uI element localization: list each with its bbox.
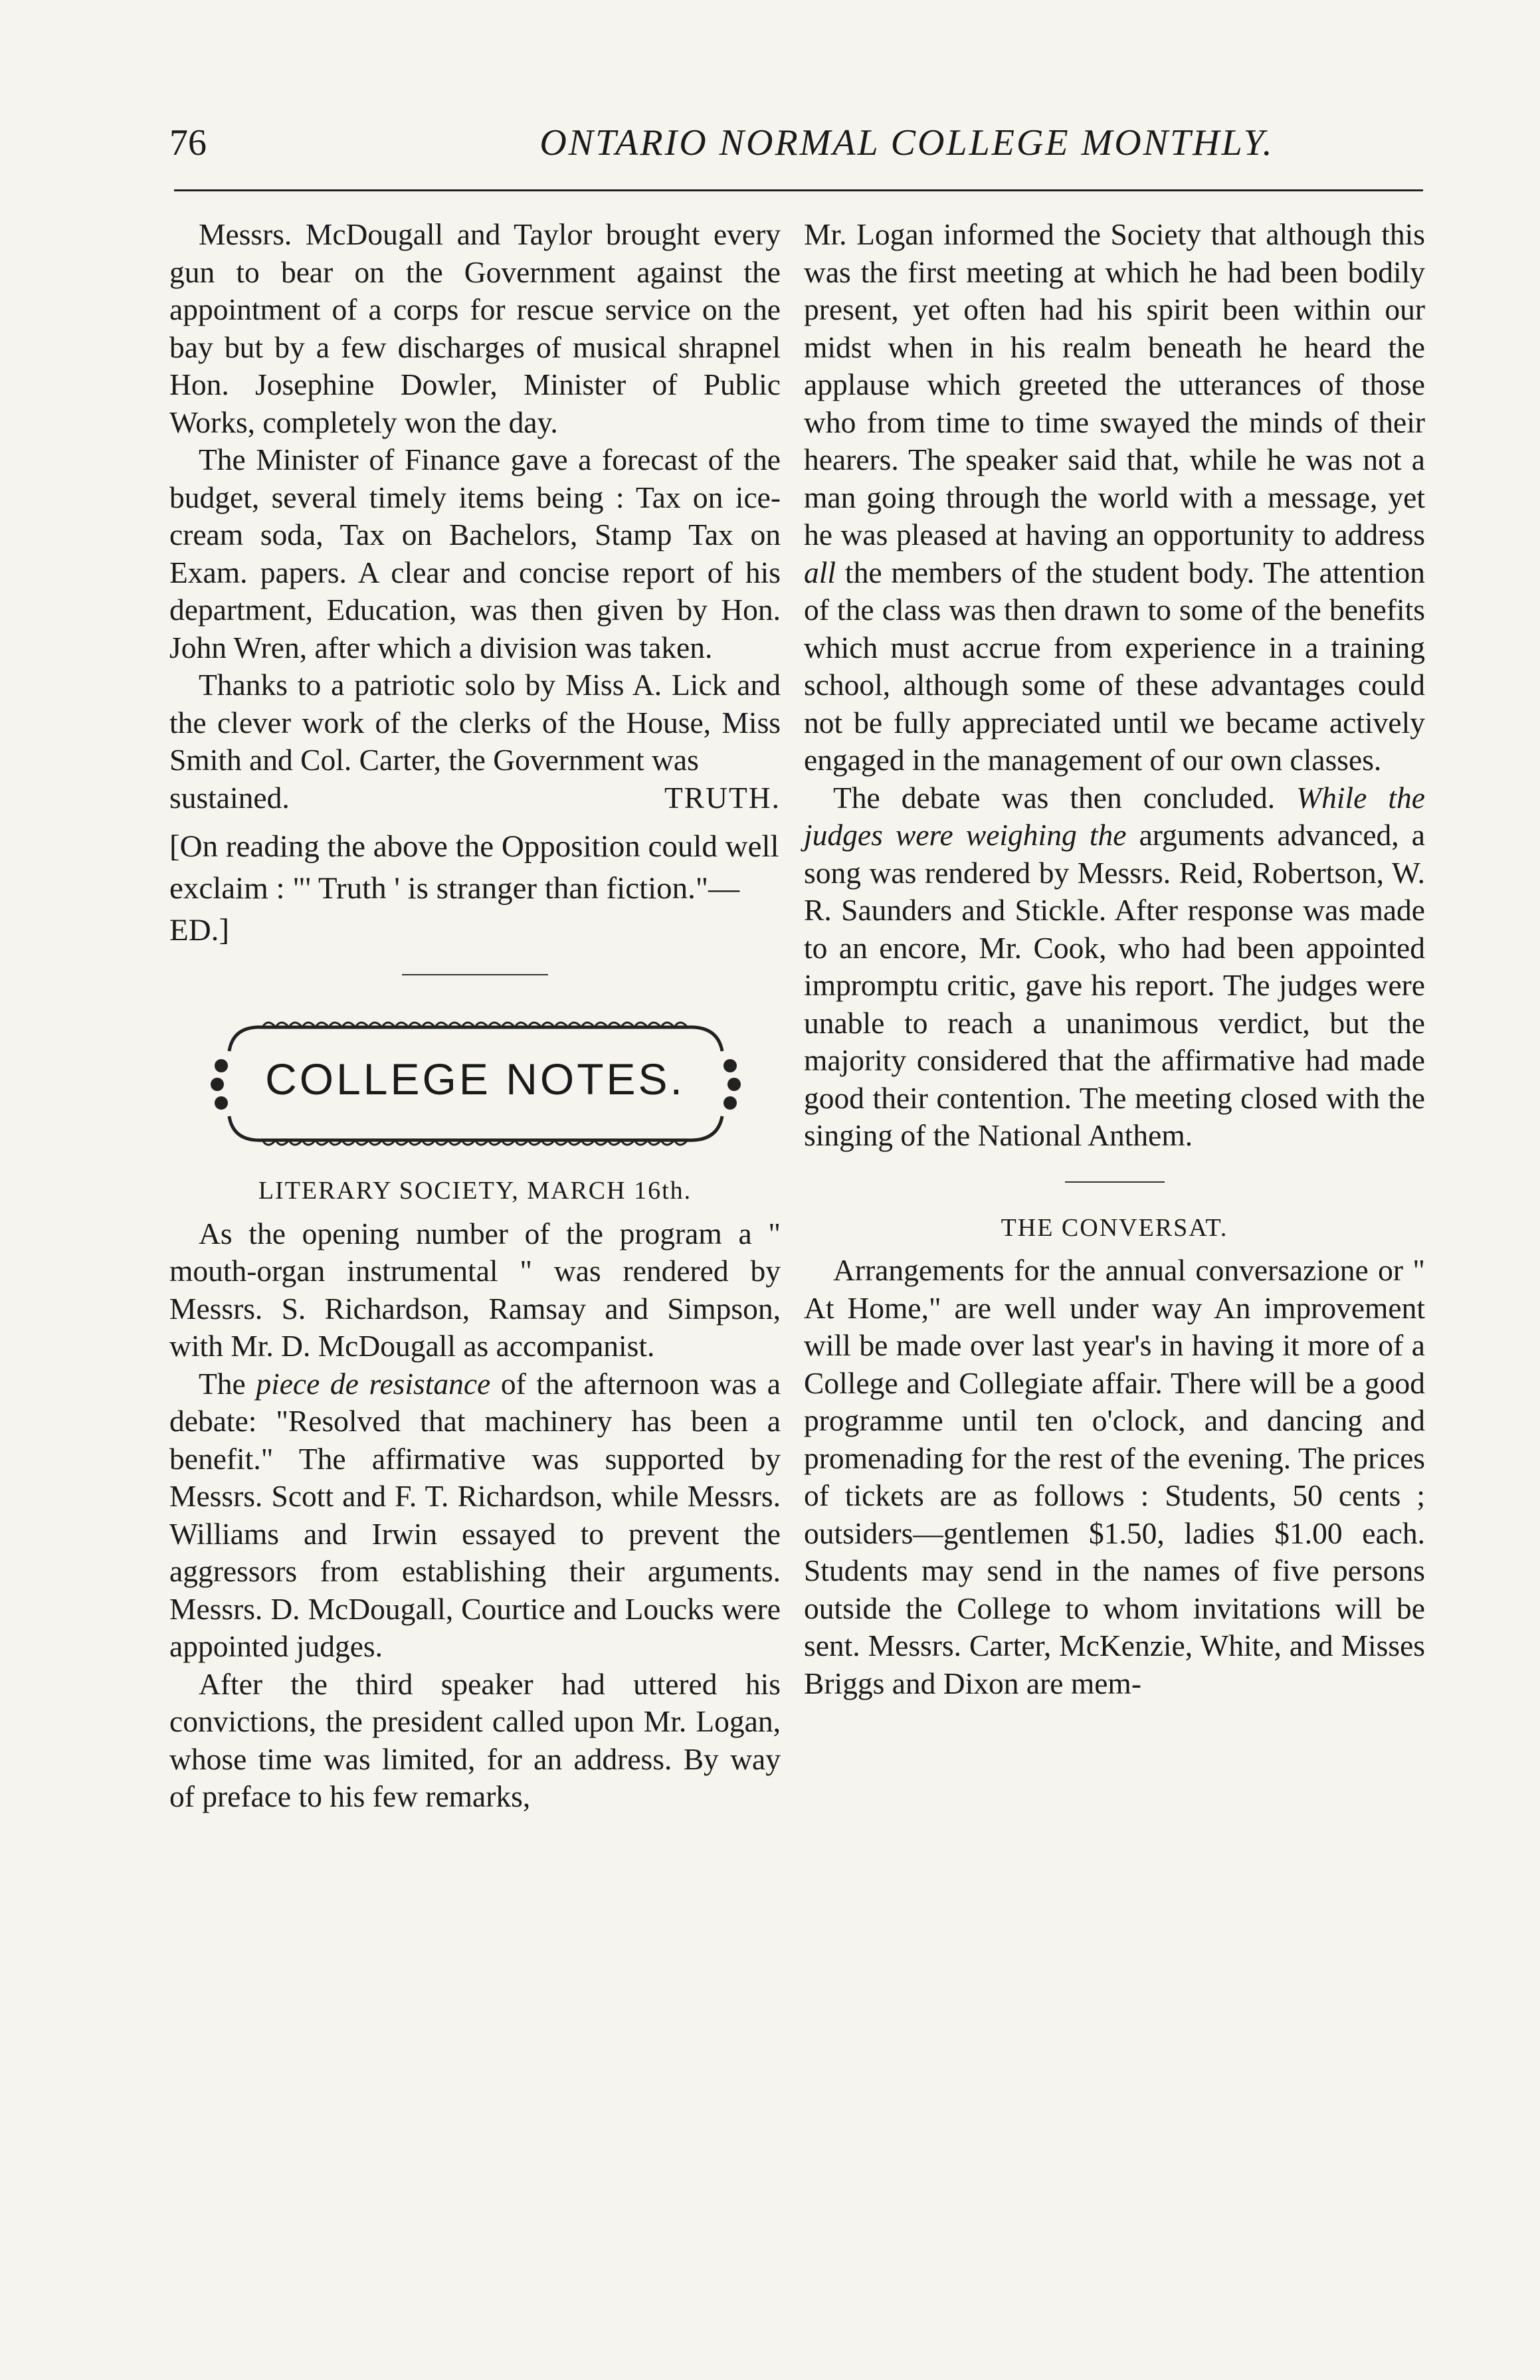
piece-de-resistance: piece de resistance	[256, 1366, 491, 1401]
paragraph-patriotic-solo: Thanks to a patriotic solo by Miss A. Lick and the clever work of the clerks of the House, Miss Smith and Col. Carter, the Government was	[169, 668, 781, 777]
paragraph-messrs-mcdougall: Messrs. McDougall and Taylor brought every gun to bear on the Government against the appointment of a corps for rescue service on the bay but by a few discharges of musical shrapnel Hon. Josephine Dowler, Minister of Public Works, completely won the day.	[169, 217, 781, 439]
signature-line	[169, 779, 781, 817]
section-divider-right	[1065, 1181, 1165, 1183]
paragraph-opening-number: As the opening number of the program a " mouth-organ instrumental " was rendered by Messrs. S. Richardson, Ramsay and Simpson, with Mr. D. McDougall as accompanist.	[169, 1216, 781, 1363]
debate-text-start: The	[199, 1366, 256, 1401]
editor-note: [On reading the above the Opposition could well exclaim : "' Truth ' is stranger than fiction."—ED.]	[169, 829, 779, 947]
paragraph-third-speaker: After the third speaker had uttered his convictions, the president called upon Mr. Logan, whose time was limited, for an address. By way of preface to his few remarks,	[169, 1666, 781, 1813]
paragraph-logan-address	[804, 216, 1425, 779]
italic-all: all	[804, 555, 836, 589]
debate-text-rest: of the afternoon was a debate: "Resolved that machinery has been a benefit." The affirmative was supported by Messrs. Scott and F. T. Richardson, while Messrs. Williams and Irwin essayed to prevent the aggressors from establishing their arguments. Messrs. D. McDougall, Courtice and Loucks were appointed judges.	[169, 1366, 781, 1663]
logan-text-start: Mr. Logan informed the Society that although this was the first meeting at which he had been bodily present, yet often had his spirit been within our midst when in his realm beneath he heard the applause which greeted the utterances of those who from time to time swayed the minds of their hearers. The speaker said that, while he was not a man going through the world with a message, yet he was pleased at having an opportunity to address	[804, 217, 1425, 551]
paragraph-conversat: Arrangements for the annual conversazione or " At Home," are well under way An improvement will be made over last year's in having it more of a College and Collegiate affair. There will be a good programme until ten o'clock, and dancing and promenading for the rest of the evening. The prices of tickets are as follows : Students, 50 cents ; outsiders—gentlemen $1.50, ladies $1.00 each. Students may send in the names of five persons outside the College to whom invitations will be sent. Messrs. Carter, McKenzie, White, and Misses Briggs and Dixon are mem-	[804, 1253, 1425, 1700]
paragraph-minister-finance: The Minister of Finance gave a forecast of the budget, several timely items being : Tax on ice-cream soda, Tax on Bachelors, Stamp Tax on Exam. papers. A clear and concise report of his department, Education, was then given by Hon. John Wren, after which a division was taken.	[169, 443, 781, 664]
college-notes-banner	[183, 999, 767, 1165]
italic-judges: While the judges were weighing the	[804, 780, 1425, 852]
left-column	[169, 216, 781, 1816]
paragraph-debate-concluded	[804, 779, 1425, 1155]
section-divider	[402, 974, 548, 975]
logan-text-rest: the members of the student body. The attention of the class was then drawn to some of the benefits which must accrue from experience in a training school, although some of these advantages could not be fully appreciated until we became actively engaged in the management of our own classes.	[804, 555, 1425, 777]
sustained-text: sustained.	[169, 780, 290, 815]
conversat-heading: THE CONVERSAT.	[1001, 1213, 1228, 1242]
journal-title: ONTARIO NORMAL COLLEGE MONTHLY.	[539, 122, 1274, 163]
signature-truth: TRUTH.	[664, 780, 781, 815]
literary-society-heading: LITERARY SOCIETY, MARCH 16th.	[258, 1177, 692, 1205]
concluded-text-rest: arguments advanced, a song was rendered by Messrs. Reid, Robertson, W. R. Saunders and Stickle. After response was made to an encore, Mr. Cook, who had been appointed impromptu critic, gave his report. The judges were unable to reach a unanimous verdict, but the majority considered that the affirmative had made good their contention. The meeting closed with the singing of the National Anthem.	[804, 818, 1425, 1152]
header-rule	[174, 189, 1423, 191]
college-notes-heading: COLLEGE NOTES.	[265, 1054, 685, 1104]
page-number: 76	[169, 122, 207, 163]
concluded-text-start: The debate was then concluded.	[833, 780, 1297, 815]
right-column	[804, 216, 1425, 1702]
running-head	[169, 120, 1432, 166]
paragraph-debate	[169, 1365, 781, 1666]
